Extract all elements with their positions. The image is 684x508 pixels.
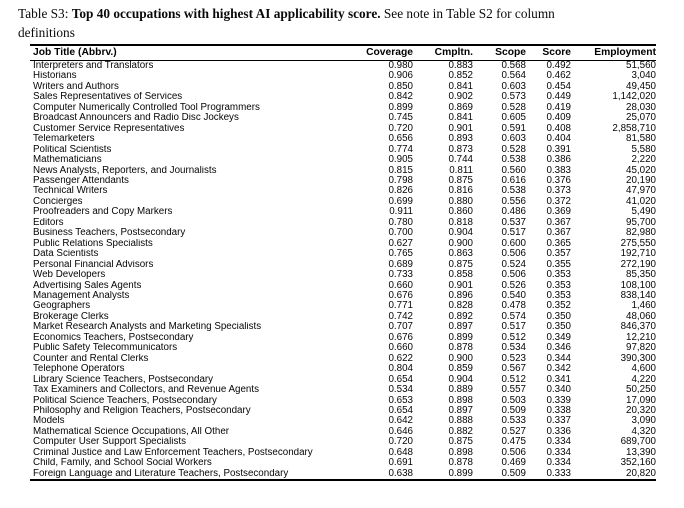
scope-cell: 0.567 [501, 364, 526, 375]
column-header-score: Score [526, 45, 571, 61]
score-cell: 0.355 [546, 259, 571, 270]
completion-cell: 0.882 [448, 426, 473, 437]
coverage-cell: 0.648 [388, 447, 413, 458]
column-header-completion: Cmpltn. [413, 45, 473, 61]
coverage-cell: 0.656 [388, 134, 413, 145]
completion-cell: 0.860 [448, 207, 473, 218]
scope-cell: 0.538 [501, 186, 526, 197]
table-row [30, 291, 656, 301]
table-row [30, 322, 656, 332]
table-row [30, 312, 656, 322]
scope-cell: 0.574 [501, 311, 526, 322]
completion-cell: 0.904 [448, 374, 473, 385]
coverage-cell: 0.534 [388, 385, 413, 396]
job-title-cell: Political Science Teachers, Postsecondary [33, 395, 217, 406]
table-row [30, 176, 656, 186]
scope-cell: 0.556 [501, 196, 526, 207]
completion-cell: 0.852 [448, 71, 473, 82]
employment-cell: 12,210 [626, 332, 656, 343]
coverage-cell: 0.689 [388, 259, 413, 270]
scope-cell: 0.526 [501, 280, 526, 291]
coverage-cell: 0.842 [388, 92, 413, 103]
job-title-cell: Management Analysts [33, 290, 130, 301]
employment-cell: 20,820 [626, 468, 656, 479]
employment-cell: 108,100 [620, 280, 656, 291]
completion-cell: 0.897 [448, 322, 473, 333]
score-cell: 0.373 [546, 186, 571, 197]
scope-cell: 0.503 [501, 395, 526, 406]
coverage-cell: 0.850 [388, 81, 413, 92]
scope-cell: 0.564 [501, 71, 526, 82]
completion-cell: 0.883 [448, 60, 473, 71]
table-row [30, 375, 656, 385]
score-cell: 0.365 [546, 238, 571, 249]
employment-cell: 48,060 [626, 311, 656, 322]
score-cell: 0.350 [546, 322, 571, 333]
completion-cell: 0.859 [448, 364, 473, 375]
completion-cell: 0.828 [448, 301, 473, 312]
completion-cell: 0.904 [448, 228, 473, 239]
job-title-cell: Political Scientists [33, 144, 112, 155]
scope-cell: 0.560 [501, 165, 526, 176]
employment-cell: 390,300 [620, 353, 656, 364]
table-row [30, 437, 656, 447]
job-title-cell: Library Science Teachers, Postsecondary [33, 374, 214, 385]
table-row [30, 228, 656, 238]
column-header-scope: Scope [473, 45, 526, 61]
score-cell: 0.339 [546, 395, 571, 406]
employment-cell: 20,190 [626, 175, 656, 186]
completion-cell: 0.898 [448, 447, 473, 458]
score-cell: 0.383 [546, 165, 571, 176]
column-header-employment: Employment [571, 45, 656, 61]
job-title-cell: Telemarketers [33, 134, 95, 145]
job-title-cell: Child, Family, and School Social Workers [33, 458, 212, 469]
coverage-cell: 0.642 [388, 416, 413, 427]
job-title-cell: Public Relations Specialists [33, 238, 153, 249]
employment-cell: 5,490 [631, 207, 656, 218]
score-cell: 0.353 [546, 290, 571, 301]
score-cell: 0.449 [546, 92, 571, 103]
completion-cell: 0.869 [448, 102, 473, 113]
scope-cell: 0.509 [501, 405, 526, 416]
scope-cell: 0.478 [501, 301, 526, 312]
score-cell: 0.454 [546, 81, 571, 92]
score-cell: 0.391 [546, 144, 571, 155]
coverage-cell: 0.676 [388, 290, 413, 301]
score-cell: 0.334 [546, 437, 571, 448]
coverage-cell: 0.700 [388, 228, 413, 239]
scope-cell: 0.512 [501, 374, 526, 385]
coverage-cell: 0.742 [388, 311, 413, 322]
completion-cell: 0.858 [448, 270, 473, 281]
score-cell: 0.333 [546, 468, 571, 479]
scope-cell: 0.557 [501, 385, 526, 396]
table-row [30, 218, 656, 228]
coverage-cell: 0.798 [388, 175, 413, 186]
job-title-cell: Economics Teachers, Postsecondary [33, 332, 194, 343]
employment-cell: 4,320 [631, 426, 656, 437]
scope-cell: 0.538 [501, 155, 526, 166]
table-row [30, 134, 656, 144]
coverage-cell: 0.660 [388, 280, 413, 291]
employment-cell: 20,320 [626, 405, 656, 416]
coverage-cell: 0.804 [388, 364, 413, 375]
completion-cell: 0.897 [448, 405, 473, 416]
job-title-cell: Data Scientists [33, 249, 99, 260]
table-row [30, 186, 656, 196]
score-cell: 0.349 [546, 332, 571, 343]
scope-cell: 0.568 [501, 60, 526, 71]
employment-cell: 1,142,020 [612, 92, 656, 103]
coverage-cell: 0.691 [388, 458, 413, 469]
scope-cell: 0.506 [501, 249, 526, 260]
employment-cell: 352,160 [620, 458, 656, 469]
employment-cell: 47,970 [626, 186, 656, 197]
employment-cell: 82,980 [626, 228, 656, 239]
score-cell: 0.353 [546, 270, 571, 281]
caption-note-line2: definitions [18, 24, 75, 40]
score-cell: 0.337 [546, 416, 571, 427]
job-title-cell: Broadcast Announcers and Radio Disc Jockeys [33, 113, 239, 124]
job-title-cell: Historians [33, 71, 77, 82]
table-row [30, 469, 656, 480]
employment-cell: 3,040 [631, 71, 656, 82]
coverage-cell: 0.660 [388, 343, 413, 354]
job-title-cell: Telephone Operators [33, 364, 125, 375]
column-header-coverage: Coverage [366, 45, 413, 61]
completion-cell: 0.841 [448, 81, 473, 92]
coverage-cell: 0.622 [388, 353, 413, 364]
job-title-cell: Models [33, 416, 65, 427]
job-title-cell: Writers and Authors [33, 81, 119, 92]
score-cell: 0.386 [546, 155, 571, 166]
coverage-cell: 0.720 [388, 437, 413, 448]
job-title-cell: Concierges [33, 196, 83, 207]
employment-cell: 45,020 [626, 165, 656, 176]
coverage-cell: 0.771 [388, 301, 413, 312]
table-caption [18, 5, 654, 42]
score-cell: 0.492 [546, 60, 571, 71]
coverage-cell: 0.733 [388, 270, 413, 281]
employment-cell: 49,450 [626, 81, 656, 92]
scope-cell: 0.603 [501, 81, 526, 92]
completion-cell: 0.902 [448, 92, 473, 103]
score-cell: 0.419 [546, 102, 571, 113]
job-title-cell: Tax Examiners and Collectors, and Revenue Agents [33, 385, 259, 396]
completion-cell: 0.900 [448, 353, 473, 364]
job-title-cell: Advertising Sales Agents [33, 280, 142, 291]
coverage-cell: 0.720 [388, 123, 413, 134]
employment-cell: 272,190 [620, 259, 656, 270]
score-cell: 0.340 [546, 385, 571, 396]
completion-cell: 0.899 [448, 468, 473, 479]
coverage-cell: 0.653 [388, 395, 413, 406]
caption-title: Top 40 occupations with highest AI applicability score. [71, 6, 381, 21]
scope-cell: 0.600 [501, 238, 526, 249]
coverage-cell: 0.765 [388, 249, 413, 260]
scope-cell: 0.540 [501, 290, 526, 301]
scope-cell: 0.605 [501, 113, 526, 124]
employment-cell: 81,580 [626, 134, 656, 145]
completion-cell: 0.875 [448, 175, 473, 186]
score-cell: 0.352 [546, 301, 571, 312]
table-row [30, 145, 656, 155]
coverage-cell: 0.654 [388, 374, 413, 385]
employment-cell: 85,350 [626, 270, 656, 281]
completion-cell: 0.888 [448, 416, 473, 427]
job-title-cell: Business Teachers, Postsecondary [33, 228, 186, 239]
coverage-cell: 0.780 [388, 217, 413, 228]
job-title-cell: Foreign Language and Literature Teachers, Postsecondary [33, 468, 289, 479]
employment-cell: 4,600 [631, 364, 656, 375]
table-row [30, 103, 656, 113]
score-cell: 0.409 [546, 113, 571, 124]
coverage-cell: 0.676 [388, 332, 413, 343]
score-cell: 0.338 [546, 405, 571, 416]
score-cell: 0.462 [546, 71, 571, 82]
job-title-cell: Criminal Justice and Law Enforcement Teachers, Postsecondary [33, 447, 313, 458]
table-row [30, 270, 656, 280]
employment-cell: 3,090 [631, 416, 656, 427]
table-row [30, 416, 656, 426]
table-row [30, 166, 656, 176]
completion-cell: 0.873 [448, 144, 473, 155]
job-title-cell: Interpreters and Translators [33, 60, 154, 71]
header-row [30, 45, 656, 61]
scope-cell: 0.603 [501, 134, 526, 145]
job-title-cell: Geographers [33, 301, 91, 312]
table-row [30, 406, 656, 416]
table-row [30, 448, 656, 458]
scope-cell: 0.534 [501, 343, 526, 354]
completion-cell: 0.878 [448, 458, 473, 469]
coverage-cell: 0.826 [388, 186, 413, 197]
score-cell: 0.336 [546, 426, 571, 437]
table-row [30, 333, 656, 343]
scope-cell: 0.528 [501, 144, 526, 155]
employment-cell: 4,220 [631, 374, 656, 385]
caption-label: Table S3: [18, 6, 72, 21]
scope-cell: 0.573 [501, 92, 526, 103]
employment-cell: 25,070 [626, 113, 656, 124]
table-row [30, 458, 656, 468]
scope-cell: 0.517 [501, 228, 526, 239]
scope-cell: 0.524 [501, 259, 526, 270]
job-title-cell: Web Developers [33, 270, 106, 281]
scope-cell: 0.475 [501, 437, 526, 448]
table-row [30, 301, 656, 311]
completion-cell: 0.898 [448, 395, 473, 406]
score-cell: 0.346 [546, 343, 571, 354]
score-cell: 0.353 [546, 280, 571, 291]
employment-cell: 28,030 [626, 102, 656, 113]
employment-cell: 13,390 [626, 447, 656, 458]
scope-cell: 0.533 [501, 416, 526, 427]
score-cell: 0.369 [546, 207, 571, 218]
table-row [30, 354, 656, 364]
job-title-cell: Computer Numerically Controlled Tool Programmers [33, 102, 260, 113]
job-title-cell: Passenger Attendants [33, 175, 129, 186]
completion-cell: 0.878 [448, 343, 473, 354]
scope-cell: 0.517 [501, 322, 526, 333]
score-cell: 0.357 [546, 249, 571, 260]
score-cell: 0.404 [546, 134, 571, 145]
completion-cell: 0.841 [448, 113, 473, 124]
completion-cell: 0.744 [448, 155, 473, 166]
job-title-cell: Personal Financial Advisors [33, 259, 154, 270]
scope-cell: 0.486 [501, 207, 526, 218]
job-title-cell: Mathematical Science Occupations, All Other [33, 426, 230, 437]
job-title-cell: Sales Representatives of Services [33, 92, 183, 103]
employment-cell: 95,700 [626, 217, 656, 228]
completion-cell: 0.901 [448, 280, 473, 291]
employment-cell: 17,090 [626, 395, 656, 406]
scope-cell: 0.528 [501, 102, 526, 113]
completion-cell: 0.892 [448, 311, 473, 322]
scope-cell: 0.506 [501, 447, 526, 458]
table-row [30, 197, 656, 207]
employment-cell: 50,250 [626, 385, 656, 396]
table-body [30, 61, 656, 481]
table-row [30, 113, 656, 123]
coverage-cell: 0.646 [388, 426, 413, 437]
coverage-cell: 0.905 [388, 155, 413, 166]
table-row [30, 71, 656, 81]
coverage-cell: 0.774 [388, 144, 413, 155]
employment-cell: 838,140 [620, 290, 656, 301]
coverage-cell: 0.745 [388, 113, 413, 124]
table-row [30, 82, 656, 92]
table-row [30, 427, 656, 437]
caption-note-line1: See note in Table S2 for column [380, 6, 555, 21]
table-row [30, 61, 656, 72]
employment-cell: 5,580 [631, 144, 656, 155]
job-title-cell: Editors [33, 217, 64, 228]
score-cell: 0.334 [546, 458, 571, 469]
completion-cell: 0.901 [448, 123, 473, 134]
employment-cell: 41,020 [626, 196, 656, 207]
completion-cell: 0.818 [448, 217, 473, 228]
employment-cell: 192,710 [620, 249, 656, 260]
table-row [30, 207, 656, 217]
coverage-cell: 0.699 [388, 196, 413, 207]
table-row [30, 343, 656, 353]
table-row [30, 239, 656, 249]
job-title-cell: Public Safety Telecommunicators [33, 343, 178, 354]
completion-cell: 0.863 [448, 249, 473, 260]
score-cell: 0.344 [546, 353, 571, 364]
score-cell: 0.342 [546, 364, 571, 375]
table-row [30, 260, 656, 270]
job-title-cell: Customer Service Representatives [33, 123, 185, 134]
job-title-cell: Counter and Rental Clerks [33, 353, 149, 364]
job-title-cell: Brokerage Clerks [33, 311, 109, 322]
coverage-cell: 0.638 [388, 468, 413, 479]
score-cell: 0.376 [546, 175, 571, 186]
table-row [30, 249, 656, 259]
coverage-cell: 0.815 [388, 165, 413, 176]
scope-cell: 0.591 [501, 123, 526, 134]
coverage-cell: 0.707 [388, 322, 413, 333]
completion-cell: 0.889 [448, 385, 473, 396]
employment-cell: 97,820 [626, 343, 656, 354]
score-cell: 0.372 [546, 196, 571, 207]
table-row [30, 281, 656, 291]
score-cell: 0.367 [546, 217, 571, 228]
scope-cell: 0.509 [501, 468, 526, 479]
job-title-cell: Proofreaders and Copy Markers [33, 207, 173, 218]
employment-cell: 846,370 [620, 322, 656, 333]
completion-cell: 0.811 [449, 165, 473, 176]
score-cell: 0.350 [546, 311, 571, 322]
employment-cell: 1,460 [631, 301, 656, 312]
completion-cell: 0.900 [448, 238, 473, 249]
score-cell: 0.334 [546, 447, 571, 458]
job-title-cell: Market Research Analysts and Marketing Specialists [33, 322, 262, 333]
completion-cell: 0.816 [448, 186, 473, 197]
coverage-cell: 0.980 [388, 60, 413, 71]
scope-cell: 0.527 [501, 426, 526, 437]
occupations-table [30, 44, 656, 481]
scope-cell: 0.523 [501, 353, 526, 364]
completion-cell: 0.880 [448, 196, 473, 207]
coverage-cell: 0.911 [389, 207, 413, 218]
job-title-cell: Computer User Support Specialists [33, 437, 187, 448]
scope-cell: 0.537 [501, 217, 526, 228]
table-header [30, 45, 656, 61]
job-title-cell: Philosophy and Religion Teachers, Postsecondary [33, 405, 251, 416]
table-row [30, 124, 656, 134]
coverage-cell: 0.906 [388, 71, 413, 82]
coverage-cell: 0.899 [388, 102, 413, 113]
completion-cell: 0.875 [448, 437, 473, 448]
table-row [30, 385, 656, 395]
completion-cell: 0.875 [448, 259, 473, 270]
completion-cell: 0.899 [448, 332, 473, 343]
employment-cell: 275,550 [620, 238, 656, 249]
scope-cell: 0.616 [501, 175, 526, 186]
column-header-job-title: Job Title (Abbrv.) [30, 45, 366, 61]
completion-cell: 0.893 [448, 134, 473, 145]
score-cell: 0.341 [546, 374, 571, 385]
table-row [30, 92, 656, 102]
table-row [30, 155, 656, 165]
scope-cell: 0.506 [501, 270, 526, 281]
employment-cell: 689,700 [620, 437, 656, 448]
completion-cell: 0.896 [448, 290, 473, 301]
job-title-cell: Mathematicians [33, 155, 102, 166]
table-row [30, 364, 656, 374]
employment-cell: 2,858,710 [612, 123, 656, 134]
coverage-cell: 0.627 [388, 238, 413, 249]
scope-cell: 0.469 [501, 458, 526, 469]
table-row [30, 396, 656, 406]
score-cell: 0.408 [546, 123, 571, 134]
coverage-cell: 0.654 [388, 405, 413, 416]
job-title-cell: News Analysts, Reporters, and Journalists [33, 165, 217, 176]
scope-cell: 0.512 [501, 332, 526, 343]
score-cell: 0.367 [546, 228, 571, 239]
job-title-cell: Technical Writers [33, 186, 108, 197]
employment-cell: 2,220 [631, 155, 656, 166]
employment-cell: 51,560 [626, 60, 656, 71]
